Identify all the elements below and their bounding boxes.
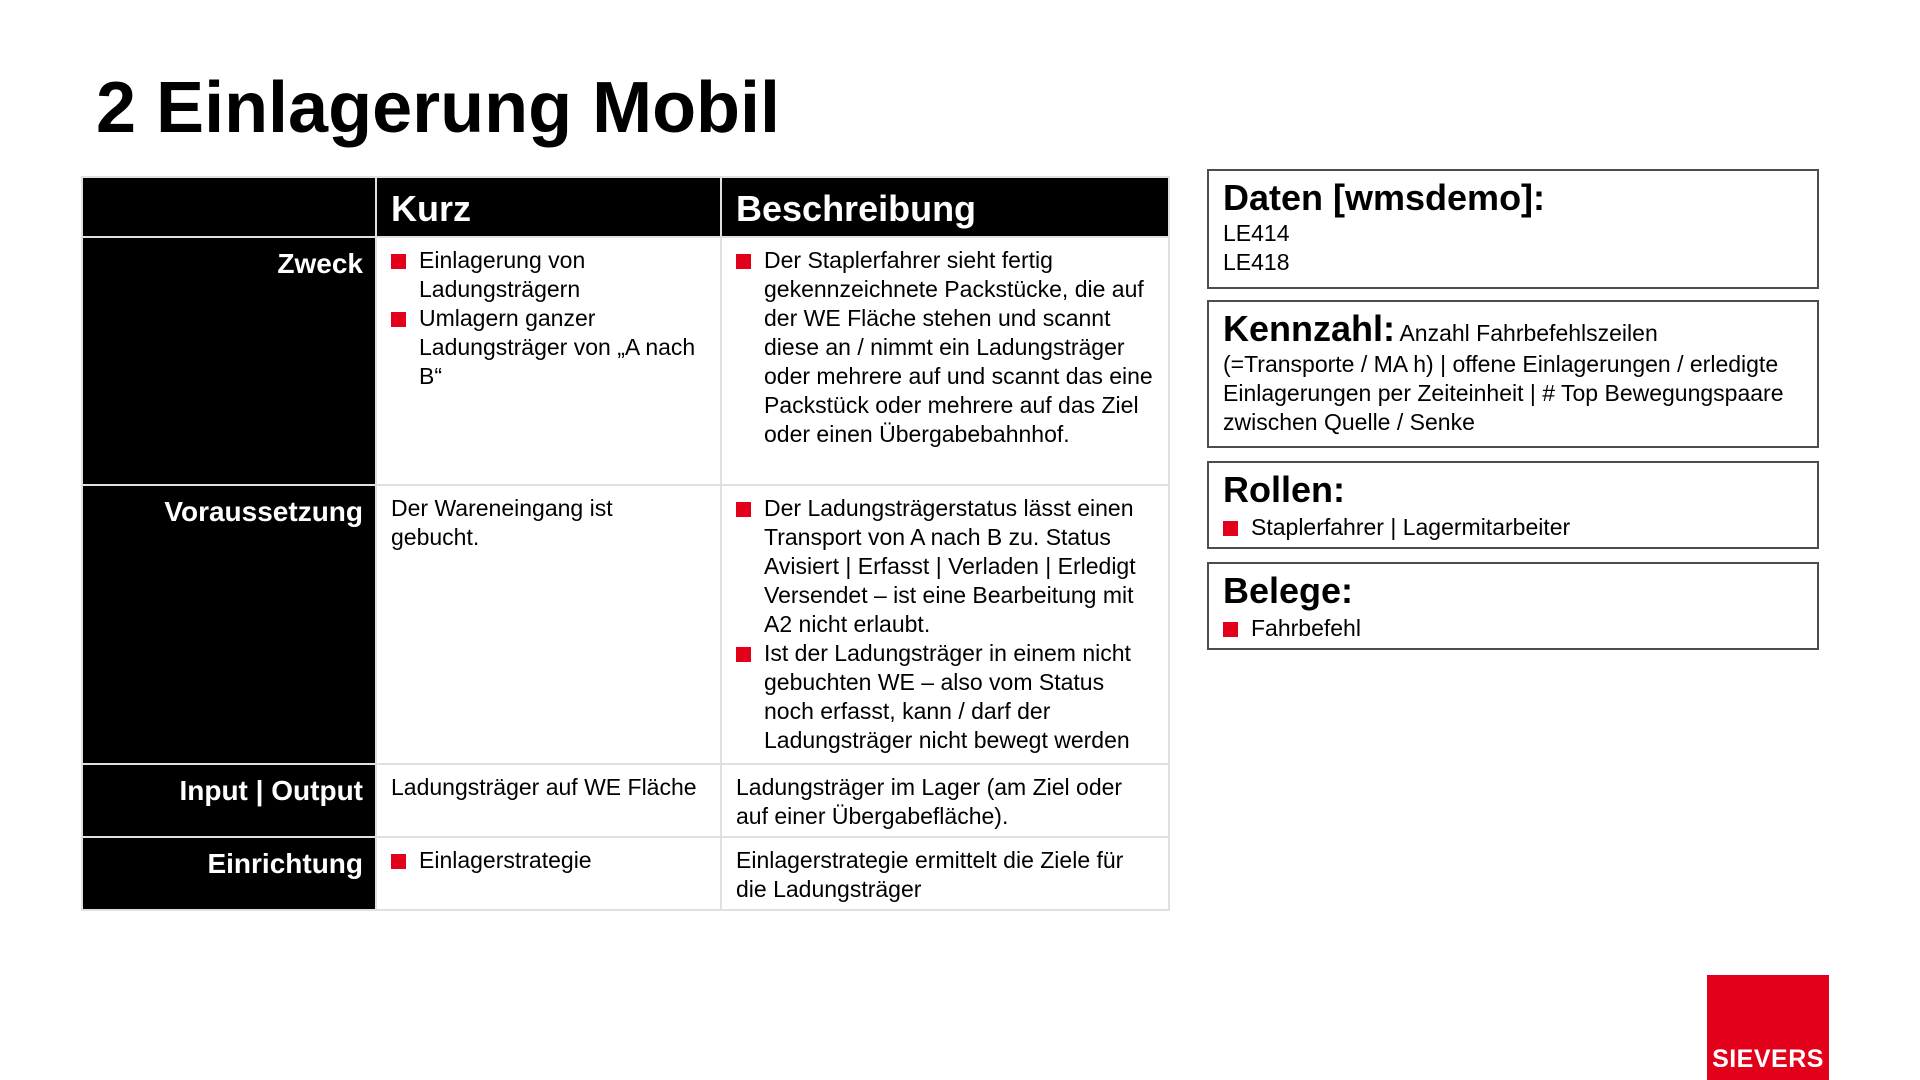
process-table [81,176,1170,911]
bullet-list [391,246,706,391]
rollen-heading: Rollen: [1223,469,1345,510]
cell-beschreibung: Einlagerstrategie ermittelt die Ziele für die Ladungsträger [721,837,1169,910]
row-label: Zweck [82,237,376,485]
belege-box [1207,562,1819,650]
bullet-item: Einlagerstrategie [391,846,706,875]
cell-beschreibung: Ladungsträger im Lager (am Ziel oder auf einer Übergabefläche). [721,764,1169,837]
bullet-list [736,246,1154,449]
bullet-list [736,494,1154,755]
header-kurz: Kurz [376,177,721,237]
page-title: 2 Einlagerung Mobil [96,68,781,148]
daten-line: LE418 [1223,249,1290,275]
belege-heading: Belege: [1223,570,1354,611]
bullet-list [391,846,706,875]
row-voraussetzung [82,485,1169,764]
row-label: Input | Output [82,764,376,837]
rollen-item: Staplerfahrer | Lagermitarbeiter [1223,513,1803,542]
bullet-item: Umlagern ganzer Ladungsträger von „A nach B“ [391,304,706,391]
bullet-item: Der Staplerfahrer sieht fertig gekennzeichnete Packstücke, die auf der WE Fläche stehen und scannt diese an / nimmt ein Ladungsträger oder mehrere auf und scannt das eine Packstück oder mehrere auf das Ziel oder einen Übergabebahnhof. [736,246,1154,449]
cell-beschreibung [721,237,1169,485]
cell-kurz [376,237,721,485]
row-label: Voraussetzung [82,485,376,764]
kennzahl-box [1207,300,1819,448]
row-label: Einrichtung [82,837,376,910]
belege-list [1223,614,1803,643]
daten-box [1207,169,1819,289]
row-zweck [82,237,1169,485]
bullet-item: Ist der Ladungsträger in einem nicht gebuchten WE – also vom Status noch erfasst, kann / darf der Ladungsträger nicht bewegt werden [736,639,1154,755]
kennzahl-heading: Kennzahl: [1223,308,1396,349]
rollen-list [1223,513,1803,542]
kennzahl-inline-text: Anzahl Fahrbefehlszeilen [1399,320,1658,346]
cell-kurz: Ladungsträger auf WE Fläche [376,764,721,837]
sievers-logo: SIEVERS [1707,975,1829,1080]
belege-item: Fahrbefehl [1223,614,1803,643]
bullet-item: Der Ladungsträgerstatus lässt einen Transport von A nach B zu. Status Avisiert | Erfasst | Verladen | Erledigt Versendet – ist eine Bearbeitung mit A2 nicht erlaubt. [736,494,1154,639]
header-beschreibung: Beschreibung [721,177,1169,237]
table-header-row [82,177,1169,237]
cell-kurz: Der Wareneingang ist gebucht. [376,485,721,764]
daten-heading: Daten [wmsdemo]: [1223,177,1546,218]
cell-kurz [376,837,721,910]
row-einrichtung [82,837,1169,910]
daten-line: LE414 [1223,220,1290,246]
bullet-item: Einlagerung von Ladungsträgern [391,246,706,304]
row-input-output [82,764,1169,837]
kennzahl-text: (=Transporte / MA h) | offene Einlagerungen / erledigte Einlagerungen per Zeiteinheit | # Top Bewegungspaare zwischen Quelle / Senke [1223,351,1784,435]
rollen-box [1207,461,1819,549]
header-corner [82,177,376,237]
cell-beschreibung [721,485,1169,764]
